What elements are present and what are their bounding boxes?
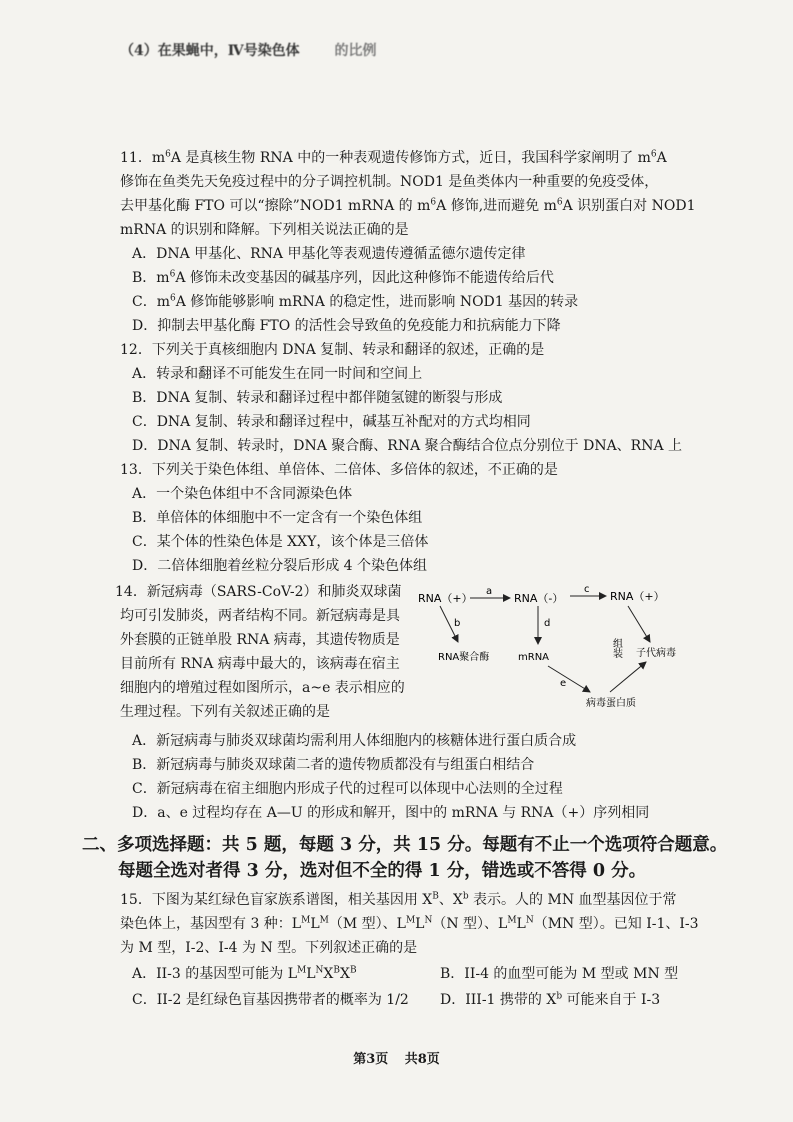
virus-replication-diagram — [410, 580, 700, 720]
q15-option-d: D．III-1 携带的 $X^b$ 可能来自于 I-3 — [440, 991, 661, 1008]
q14-stem-line3: 外套膜的正链单股 RNA 病毒，其遗传物质是 — [120, 632, 400, 648]
node-protein: 病毒蛋白质 — [586, 698, 636, 709]
q13-option-a: A．一个染色体组中不含同源染色体 — [132, 486, 353, 502]
q15-option-b: B．II-4 的血型可能为 M 型或 MN 型 — [440, 966, 679, 982]
arrow-to-progeny — [628, 606, 650, 642]
label-b: b — [454, 618, 461, 629]
label-a: a — [486, 586, 493, 597]
q13-option-c: C．某个体的性染色体是 XXY，该个体是三倍体 — [132, 534, 429, 550]
node-rna-plus: RNA（+） — [418, 592, 473, 605]
node-mrna: mRNA — [518, 652, 550, 663]
q11-option-b: B．$m^6A$ 修饰未改变基因的碱基序列，因此这种修饰不能遗传给后代 — [132, 269, 554, 286]
q11-stem-line3: 去甲基化酶 FTO 可以“擦除”NOD1 mRNA 的 $m^6A$ 修饰,进而避免 $m^6A$ 识别蛋白对 NOD1 — [120, 197, 696, 214]
q13-stem: 13．下列关于染色体组、单倍体、二倍体、多倍体的叙述，不正确的是 — [120, 462, 558, 478]
q13-option-b: B．单倍体的体细胞中不一定含有一个染色体组 — [132, 510, 423, 526]
label-c: c — [584, 584, 590, 595]
q15-stem-line3: 为 M 型，I-2、I-4 为 N 型。下列叙述正确的是 — [120, 940, 418, 956]
page-total: 共8页 — [404, 1052, 440, 1067]
q12-option-c: C．DNA 复制、转录和翻译过程中，碱基互补配对的方式均相同 — [132, 414, 531, 430]
node-rdrp: RNA聚合酶 — [438, 652, 490, 663]
q15-option-a: A．II-3 的基因型可能为 $L^ML^NX^BX^B$ — [132, 965, 357, 982]
q14-stem-line5: 细胞内的增殖过程如图所示，a~e 表示相应的 — [120, 680, 405, 696]
q11-stem-line4: mRNA 的识别和降解。下列相关说法正确的是 — [120, 222, 409, 238]
section2-title-line2: 每题全选对者得 3 分，选对但不全的得 1 分，错选或不答得 0 分。 — [118, 861, 647, 881]
q14-option-c: C．新冠病毒在宿主细胞内形成子代的过程可以体现中心法则的全过程 — [132, 781, 563, 797]
page-number: 第3页 — [353, 1052, 389, 1067]
q12-option-a: A．转录和翻译不可能发生在同一时间和空间上 — [132, 366, 423, 382]
arrow-e — [548, 666, 590, 692]
q11-option-d: D．抑制去甲基化酶 FTO 的活性会导致鱼的免疫能力和抗病能力下降 — [132, 318, 561, 334]
q11-option-c: C．$m^6A$ 修饰能够影响 mRNA 的稳定性，进而影响 NOD1 基因的转录 — [132, 293, 579, 310]
q14-option-d: D．a、e 过程均存在 A—U 的形成和解开，图中的 mRNA 与 RNA（+）序列相同 — [132, 805, 650, 821]
label-d: d — [544, 618, 551, 629]
q11-stem-line2: 修饰在鱼类先天免疫过程中的分子调控机制。NOD1 是鱼类体内一种重要的免疫受体， — [120, 174, 659, 190]
q15-option-c: C．II-2 是红绿色盲基因携带者的概率为 1/2 — [132, 992, 409, 1008]
q12-stem: 12．下列关于真核细胞内 DNA 复制、转录和翻译的叙述，正确的是 — [120, 342, 545, 358]
section2-title-line1: 二、多项选择题：共 5 题，每题 3 分，共 15 分。每题有不止一个选项符合题意。 — [82, 835, 728, 855]
q11-stem-line1: 11．$m^6A$ 是真核生物 RNA 中的一种表观遗传修饰方式，近日，我国科学家阐明了 $m^6A$ — [120, 149, 667, 166]
q15-stem-line2: 染色体上，基因型有 3 种：$L^ML^M(M$ 型）、$L^ML^N(N$ 型）、$L^ML^N(MN$ 型）。已知 I-1、I-3 — [120, 915, 699, 932]
label-e: e — [560, 678, 567, 689]
q13-option-d: D．二倍体细胞着丝粒分裂后形成 4 个染色体组 — [132, 558, 428, 574]
node-rna-minus: RNA（-） — [514, 592, 564, 605]
q14-option-a: A．新冠病毒与肺炎双球菌均需利用人体细胞内的核糖体进行蛋白质合成 — [132, 733, 577, 749]
q11-option-a: A．DNA 甲基化、RNA 甲基化等表观遗传遵循孟德尔遗传定律 — [132, 246, 526, 262]
q12-option-d: D．DNA 复制、转录时，DNA 聚合酶、RNA 聚合酶结合位点分别位于 DNA、RNA 上 — [132, 438, 683, 454]
q14-stem-line6: 生理过程。下列有关叙述正确的是 — [120, 704, 330, 720]
q14-stem-line1: 14．新冠病毒（SARS-CoV-2）和肺炎双球菌 — [115, 584, 402, 600]
q15-stem-line1: 15．下图为某红绿色盲家族系谱图，相关基因用 $X^B$、$X^b$ 表示。人的 MN 血型基因位于常 — [120, 891, 677, 908]
top-cut-line: （4）在果蝇中，Ⅳ号染色体 的比例 — [120, 43, 377, 59]
arrow-protein-up — [610, 662, 646, 692]
q14-stem-line2: 均可引发肺炎，两者结构不同。新冠病毒是具 — [120, 608, 400, 624]
node-progeny: 子代病毒 — [636, 648, 676, 659]
q12-option-b: B．DNA 复制、转录和翻译过程中都伴随氢键的断裂与形成 — [132, 390, 503, 406]
q14-stem-line4: 目前所有 RNA 病毒中最大的，该病毒在宿主 — [120, 656, 400, 672]
node-rna-plus-2: RNA（+） — [610, 590, 665, 603]
q14-option-b: B．新冠病毒与肺炎双球菌二者的遗传物质都没有与组蛋白相结合 — [132, 757, 535, 773]
page-footer — [0, 1048, 793, 1067]
label-assembly: 组装 — [610, 638, 622, 658]
